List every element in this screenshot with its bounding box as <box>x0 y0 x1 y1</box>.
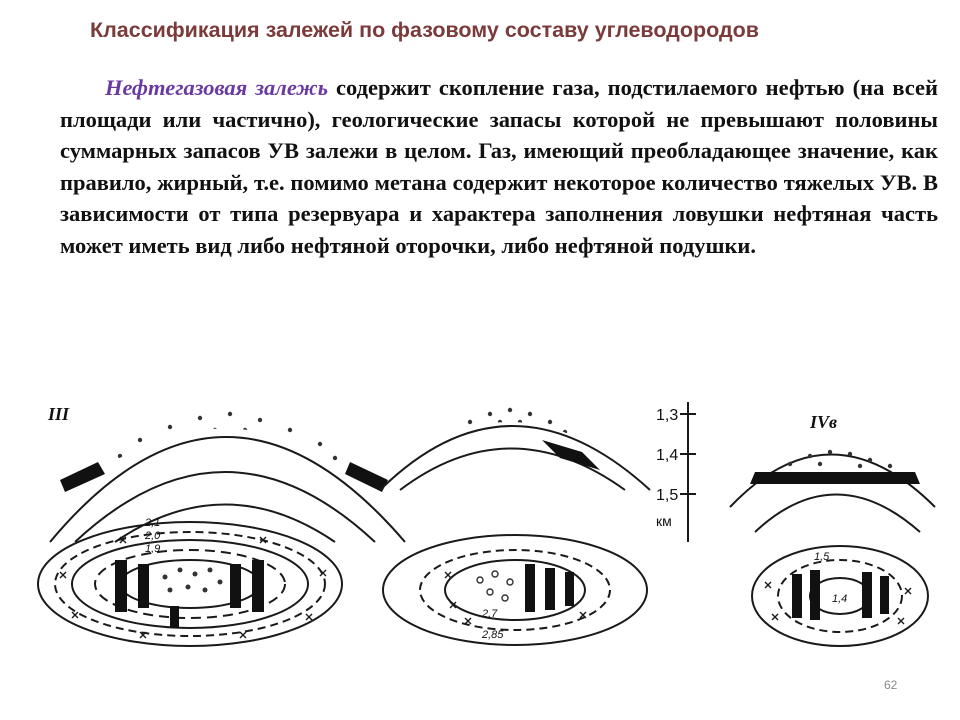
middle-plan <box>383 535 647 645</box>
left-oil-band-west <box>60 462 105 492</box>
left-gas-cap <box>118 412 337 460</box>
left-plan-gas <box>163 568 223 593</box>
right-contour-1: 1,5 <box>814 551 830 563</box>
middle-contour-1: 2,7 <box>482 608 498 620</box>
middle-plan-gas <box>477 571 513 601</box>
slide-title: Классификация залежей по фазовому составу углеводородов <box>90 18 759 42</box>
page-number: 62 <box>884 678 898 692</box>
left-contour-3: 1,9 <box>145 543 161 555</box>
depth-tick-1: 1,3 <box>656 407 679 424</box>
left-panel-label: III <box>48 404 70 424</box>
right-oil-band <box>750 472 920 484</box>
depth-unit: км <box>656 513 672 529</box>
right-contour-2: 1,4 <box>832 593 848 605</box>
right-panel-label: IVв <box>810 412 838 432</box>
left-contour-1: 2,1 <box>145 517 161 529</box>
middle-oil-band <box>542 440 600 470</box>
middle-contour-2: 2,85 <box>482 629 504 641</box>
middle-section <box>380 426 650 490</box>
left-plan-oil-bars <box>115 560 264 628</box>
left-plan <box>38 522 342 646</box>
deposit-diagrams-svg <box>20 392 950 660</box>
body-paragraph <box>60 72 938 262</box>
depth-tick-2: 1,4 <box>656 447 679 464</box>
left-plan-crosses <box>60 537 326 638</box>
deposit-diagrams <box>20 392 950 660</box>
middle-plan-crosses <box>445 572 586 624</box>
term-oil-gas-deposit: Нефтегазовая залежь <box>105 75 328 100</box>
middle-plan-oil-bars <box>525 564 574 612</box>
definition-text: содержит скопление газа, подстилаемого нефтью (на всей площади или частично), геологические запасы которой не превышают половины суммарных запасов УВ залежи в целом. Газ, имеющий преобладающее значение, как правило, жирный, т.е. помимо метана содержит некоторое количество тяжелых УВ. В зависимости от типа резервуара и характера заполнения ловушки нефтяная часть может иметь вид либо нефтяной оторочки, либо нефтяной подушки. <box>60 75 938 258</box>
left-contour-2: 2,0 <box>145 530 161 542</box>
depth-tick-3: 1,5 <box>656 487 679 504</box>
right-section <box>730 455 935 533</box>
left-section <box>50 437 405 542</box>
depth-scale <box>656 402 696 542</box>
